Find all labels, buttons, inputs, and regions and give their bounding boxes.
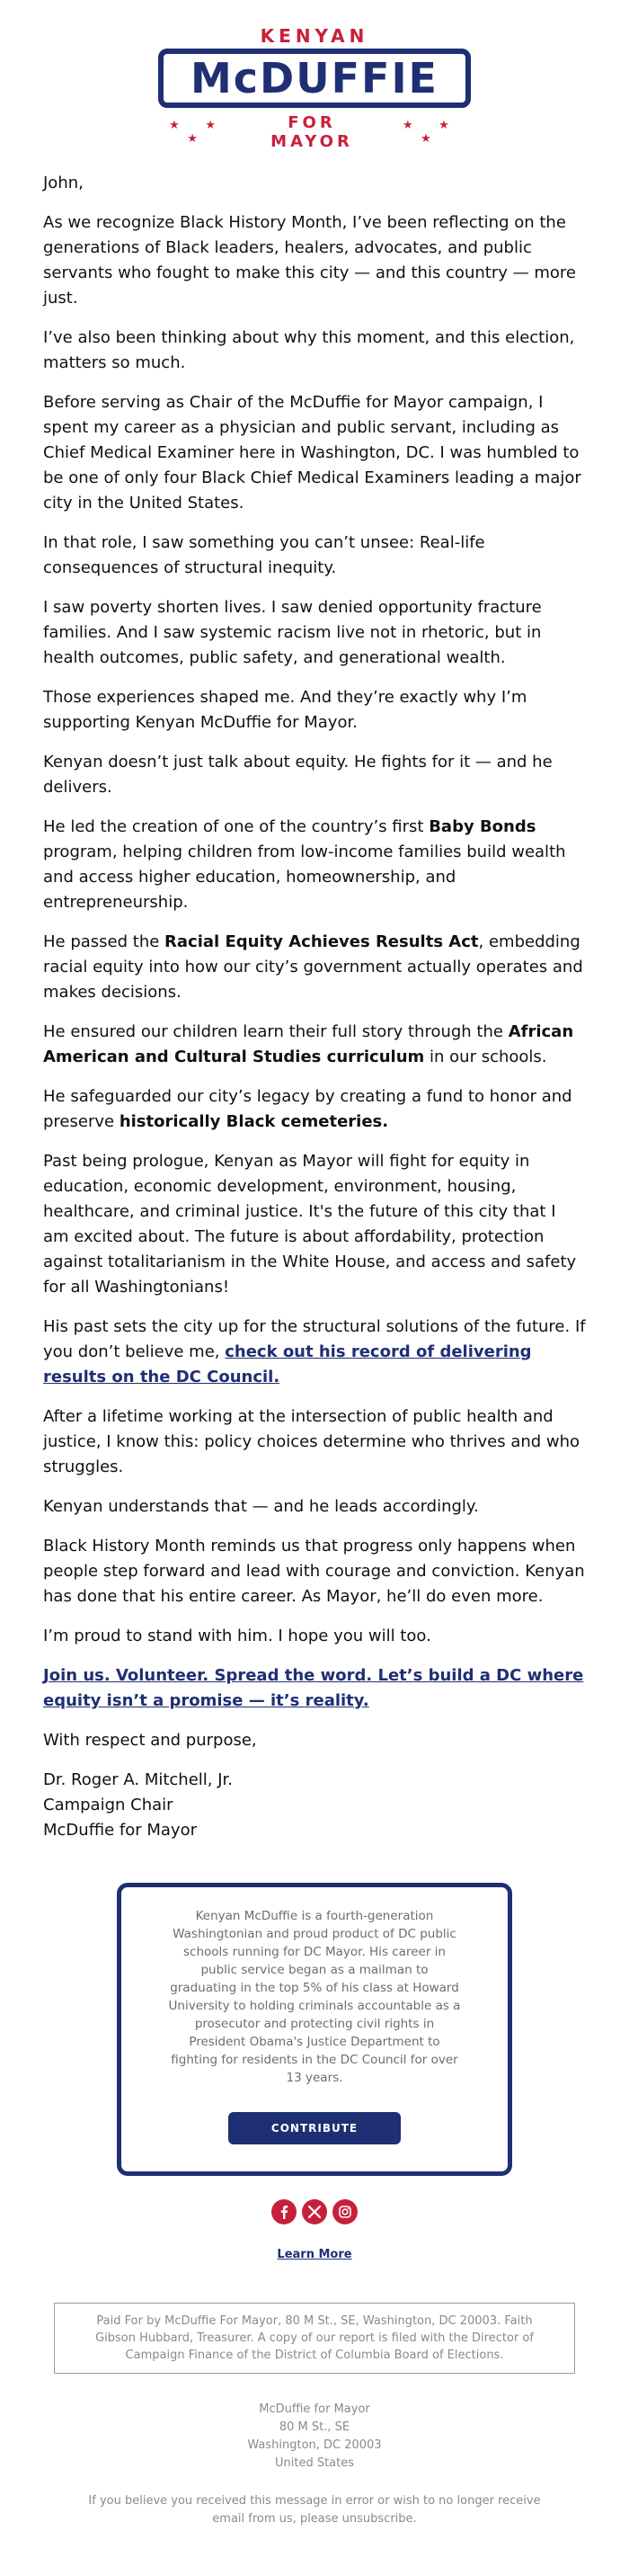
paragraph: Kenyan understands that — and he leads accordingly.: [43, 1497, 479, 1516]
unsubscribe-notice[interactable]: If you believe you received this message in error or wish to no longer receive email from us, please unsubscribe.: [88, 2494, 541, 2526]
bio-box: [117, 1883, 512, 2176]
campaign-logo[interactable]: [153, 0, 476, 151]
paragraph-curriculum: [43, 1020, 586, 1070]
star-icons-right: ★ ★ ★: [402, 119, 460, 146]
social-links: [0, 2199, 629, 2224]
learn-more-link[interactable]: Learn More: [277, 2248, 352, 2261]
logo-first-name: KENYAN: [260, 25, 369, 47]
paragraph: In that role, I saw something you can’t unsee: Real-life consequences of structural inequity.: [43, 533, 485, 577]
bold-text: historically Black cemeteries.: [119, 1112, 389, 1131]
address-line: Washington, DC 20003: [247, 2438, 382, 2452]
text: , embedding racial equity into how our city’s government actually operates and makes decisions.: [43, 932, 583, 1002]
facebook-icon[interactable]: [271, 2199, 297, 2224]
bold-text: Baby Bonds: [429, 817, 536, 836]
address-line: McDuffie for Mayor: [259, 2402, 370, 2416]
bold-text: Racial Equity Achieves Results Act: [164, 932, 479, 951]
paragraph: Before serving as Chair of the McDuffie for Mayor campaign, I spent my career as a physician and public servant, including as Chief Medical Examiner here in Washington, DC. I was humbled to be one of only four Black Chief Medical Examiners leading a major city in the United States.: [43, 393, 581, 513]
signature: [43, 1768, 586, 1843]
address-line: 80 M St., SE: [279, 2420, 350, 2434]
paragraph-racial-equity-act: [43, 930, 586, 1005]
instagram-icon[interactable]: [332, 2199, 358, 2224]
text: He led the creation of one of the country’s first: [43, 817, 430, 836]
paragraph-cemeteries: [43, 1084, 586, 1135]
text: His past sets the city up for the structural solutions of the future. If you don’t believe me,: [43, 1317, 586, 1361]
paid-for-disclaimer: Paid For by McDuffie For Mayor, 80 M St., SE, Washington, DC 20003. Faith Gibson Hubbard, Treasurer. A copy of our report is filed with the Director of Campaign Finance of the District of Columbia Board of Elections.: [54, 2303, 575, 2374]
bio-text: Kenyan McDuffie is a fourth-generation Washingtonian and proud product of DC public schools running for DC Mayor. His career in public service began as a mailman to graduating in the top 5% of his class at Howard University to holding criminals accountable as a prosecutor and protecting civil rights in President Obama's Justice Department to fighting for residents in the DC Council for over 13 years.: [168, 1909, 461, 2085]
paragraph: Past being prologue, Kenyan as Mayor will fight for equity in education, economic development, environment, housing, healthcare, and criminal justice. It's the future of this city that I am excited about. The future is about affordability, protection against totalitarianism in the White House, and access and safety for all Washingtonians!: [43, 1152, 577, 1297]
contribute-button[interactable]: CONTRIBUTE: [228, 2112, 401, 2144]
text: He ensured our children learn their full story through the: [43, 1022, 509, 1041]
greeting: John,: [43, 174, 84, 192]
mailing-address: [0, 2401, 629, 2473]
text: in our schools.: [424, 1047, 547, 1066]
bold-text: African American and Cultural Studies curriculum: [43, 1022, 574, 1066]
paragraph-record: [43, 1315, 586, 1390]
learn-more-row: [0, 2244, 629, 2261]
signature-org: McDuffie for Mayor: [43, 1821, 197, 1840]
paragraph: I’m proud to stand with him. I hope you will too.: [43, 1627, 431, 1645]
letter-body: [43, 171, 586, 1843]
paragraph: I saw poverty shorten lives. I saw denied opportunity fracture families. And I saw systemic racism live not in rhetoric, but in health outcomes, public safety, and generational wealth.: [43, 598, 542, 667]
signature-title: Campaign Chair: [43, 1796, 173, 1814]
x-icon[interactable]: [302, 2199, 327, 2224]
paragraph: Black History Month reminds us that progress only happens when people step forward and lead with courage and conviction. Kenyan has done that his entire career. As Mayor, he’ll do even more.: [43, 1537, 585, 1606]
text: He passed the: [43, 932, 165, 951]
text: He safeguarded our city’s legacy by creating a fund to honor and preserve: [43, 1087, 572, 1131]
closing: With respect and purpose,: [43, 1731, 257, 1750]
paragraph-join: [43, 1663, 586, 1714]
paragraph: Kenyan doesn’t just talk about equity. He fights for it — and he delivers.: [43, 753, 553, 797]
logo-for-mayor: [153, 113, 476, 151]
paragraph: After a lifetime working at the intersection of public health and justice, I know this: policy choices determine who thrives and who struggles.: [43, 1407, 580, 1476]
signature-name: Dr. Roger A. Mitchell, Jr.: [43, 1770, 234, 1789]
paragraph-baby-bonds: [43, 815, 586, 915]
star-icons-left: ★ ★ ★: [169, 119, 226, 146]
paragraph: As we recognize Black History Month, I’ve been reflecting on the generations of Black leaders, healers, advocates, and public servants who fought to make this city — and this country — more just.: [43, 213, 576, 308]
paragraph: Those experiences shaped me. And they’re exactly why I’m supporting Kenyan McDuffie for Mayor.: [43, 688, 527, 732]
address-line: United States: [274, 2456, 355, 2470]
record-link[interactable]: check out his record of delivering results on the DC Council.: [43, 1342, 532, 1386]
text: program, helping children from low-income families build wealth and access higher education, homeownership, and entrepreneurship.: [43, 842, 566, 912]
logo-for-mayor-text: FOR MAYOR: [270, 113, 353, 151]
join-us-link[interactable]: Join us. Volunteer. Spread the word. Let’s build a DC where equity isn’t a promise — it’s reality.: [43, 1666, 584, 1710]
logo-name-box: [158, 49, 471, 108]
logo-last-name: McDUFFIE: [190, 54, 439, 103]
paragraph: I’ve also been thinking about why this moment, and this election, matters so much.: [43, 328, 575, 372]
